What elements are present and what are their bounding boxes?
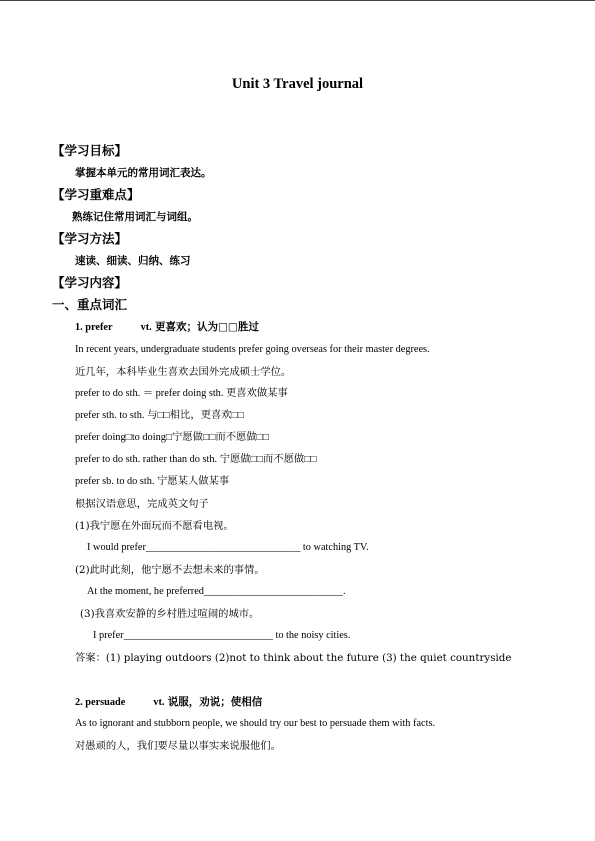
phrase-item: prefer sth. to sth. 与□□相比，更喜欢□□ (75, 410, 245, 421)
exercise-blank-line: I prefer_____________________________ to the noisy cities. (93, 630, 351, 641)
word2-meaning: 说服，劝说；使相信 (167, 696, 263, 708)
word1-pos: vt. (140, 322, 152, 333)
goals-text: 掌握本单元的常用词汇表达。 (75, 167, 212, 179)
word2-heading (75, 695, 262, 710)
key-points-text: 熟练记住常用词汇与词组。 (72, 211, 198, 223)
content-heading: 【学习内容】 (52, 275, 128, 290)
word2-term: 2. persuade (75, 697, 126, 708)
method-text: 速读、细读、归纳、练习 (75, 255, 191, 267)
exercise-instruction: 根据汉语意思，完成英文句子 (75, 498, 209, 510)
word1-example-zh: 近几年，本科毕业生喜欢去国外完成硕士学位。 (75, 366, 292, 378)
word2-example-en: As to ignorant and stubborn people, we should try our best to persuade them with facts. (75, 718, 436, 729)
phrase-item: prefer to do sth. rather than do sth. 宁愿做□□而不愿做□□ (75, 454, 317, 465)
word1-heading (75, 320, 259, 335)
phrase-item: prefer doing□to doing□宁愿做□□而不愿做□□ (75, 432, 270, 443)
exercise-blank-line: At the moment, he preferred___________________________. (87, 586, 346, 597)
page-top-rule (0, 0, 595, 1)
page-title: Unit 3 Travel journal (231, 76, 364, 92)
word1-example-en: In recent years, undergraduate students prefer going overseas for their master degrees. (75, 344, 430, 355)
exercise-blank-line: I would prefer______________________________ to watching TV. (87, 542, 369, 553)
phrase-item: prefer to do sth. ＝ prefer doing sth. 更喜欢做某事 (75, 388, 288, 399)
exercise-prompt: (2)此时此刻，他宁愿不去想未来的事情。 (75, 564, 265, 576)
exercise-prompt: (1)我宁愿在外面玩而不愿看电视。 (75, 520, 234, 532)
method-heading: 【学习方法】 (52, 231, 128, 246)
word2-pos: vt. (153, 697, 165, 708)
answer-key: 答案：(1) playing outdoors (2)not to think about the future (3) the quiet countryside (75, 652, 512, 664)
word1-term: 1. prefer (75, 322, 113, 333)
word2-example-zh: 对愚顽的人，我们要尽量以事实来说服他们。 (75, 740, 281, 752)
word1-meaning: 更喜欢；认为□□胜过 (155, 321, 259, 333)
phrase-item: prefer sb. to do sth. 宁愿某人做某事 (75, 476, 230, 487)
key-points-heading: 【学习重难点】 (52, 187, 140, 202)
part1-heading: 一、重点词汇 (52, 297, 128, 312)
goals-heading: 【学习目标】 (52, 143, 128, 158)
exercise-prompt: (3)我喜欢安静的乡村胜过喧闹的城市。 (80, 608, 260, 620)
